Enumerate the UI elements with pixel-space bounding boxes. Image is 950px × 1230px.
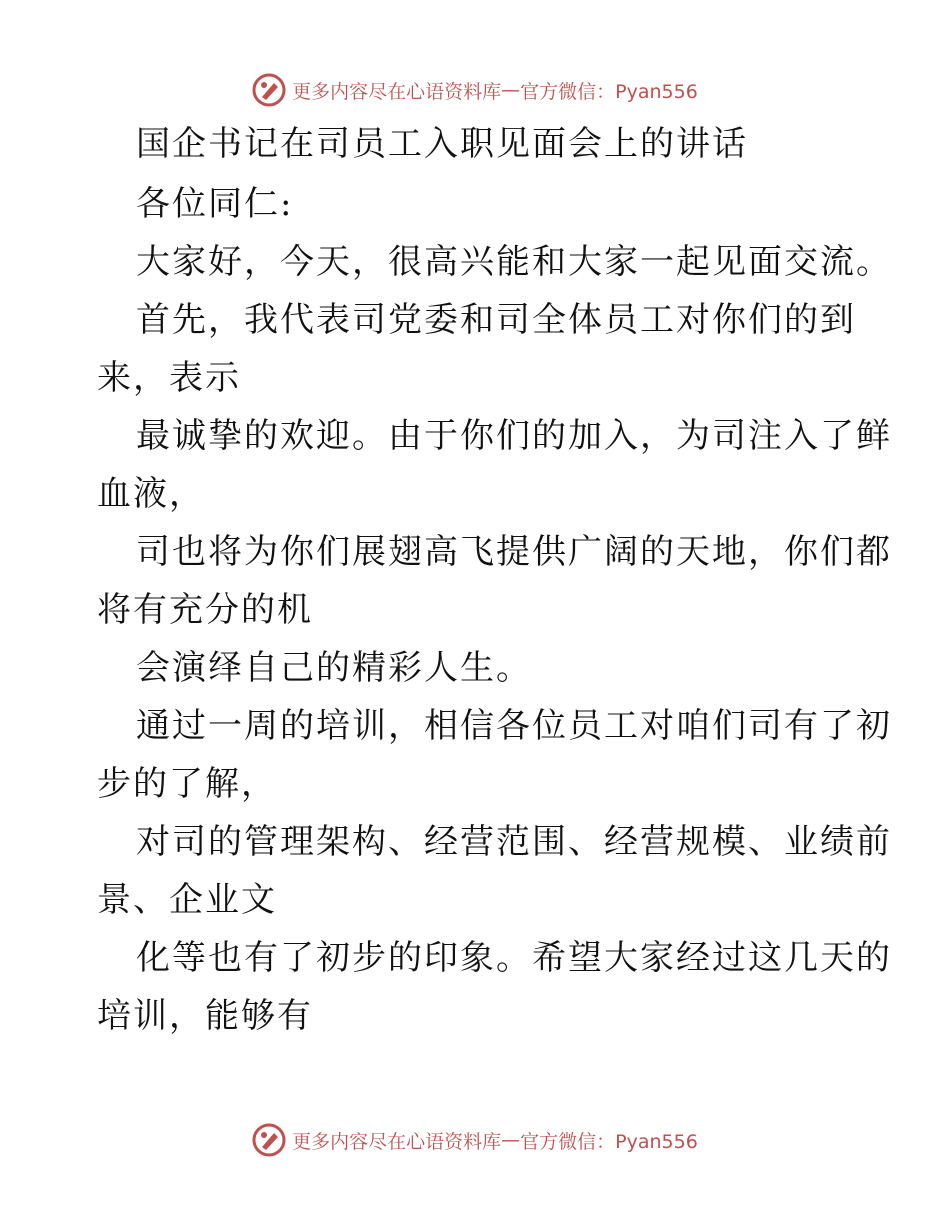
header-banner — [0, 70, 950, 110]
paragraph-line: 化等也有了初步的印象。希望大家经过这几天的 — [136, 938, 892, 978]
banner-right-text: 官方微信：Pyan556 — [520, 1130, 698, 1153]
banner-left-text: 更多内容尽在心语资料库 — [292, 1130, 502, 1153]
paragraph-line: 首先，我代表司党委和司全体员工对你们的到 — [136, 300, 856, 340]
paragraph-line: 大家好，今天，很高兴能和大家一起见面交流。 — [136, 242, 892, 282]
banner-dash: — — [501, 1129, 521, 1151]
paragraph-line: 步的了解， — [97, 764, 277, 804]
banner-left-text: 更多内容尽在心语资料库 — [292, 80, 502, 103]
paragraph-line: 培训，能够有 — [97, 996, 313, 1036]
paragraph-line: 将有充分的机 — [97, 590, 313, 630]
banner-dash: — — [501, 79, 521, 101]
pen-logo-icon — [252, 73, 286, 107]
paragraph-line: 司也将为你们展翅高飞提供广阔的天地，你们都 — [136, 532, 892, 572]
paragraph-line: 来，表示 — [97, 358, 241, 398]
paragraph-line: 对司的管理架构、经营范围、经营规模、业绩前 — [136, 822, 892, 862]
paragraph-line: 通过一周的培训，相信各位员工对咱们司有了初 — [136, 706, 892, 746]
paragraph-line: 会演绎自己的精彩人生。 — [136, 648, 532, 688]
paragraph-line: 血液， — [97, 474, 205, 514]
paragraph-line: 景、企业文 — [97, 880, 277, 920]
document-title: 国企书记在司员工入职见面会上的讲话 — [136, 124, 748, 164]
paragraph-line: 各位同仁: — [136, 184, 294, 224]
banner-right-text: 官方微信：Pyan556 — [520, 80, 698, 103]
paragraph-line: 最诚挚的欢迎。由于你们的加入，为司注入了鲜 — [136, 416, 892, 456]
footer-banner — [0, 1120, 950, 1160]
pen-logo-icon — [252, 1123, 286, 1157]
